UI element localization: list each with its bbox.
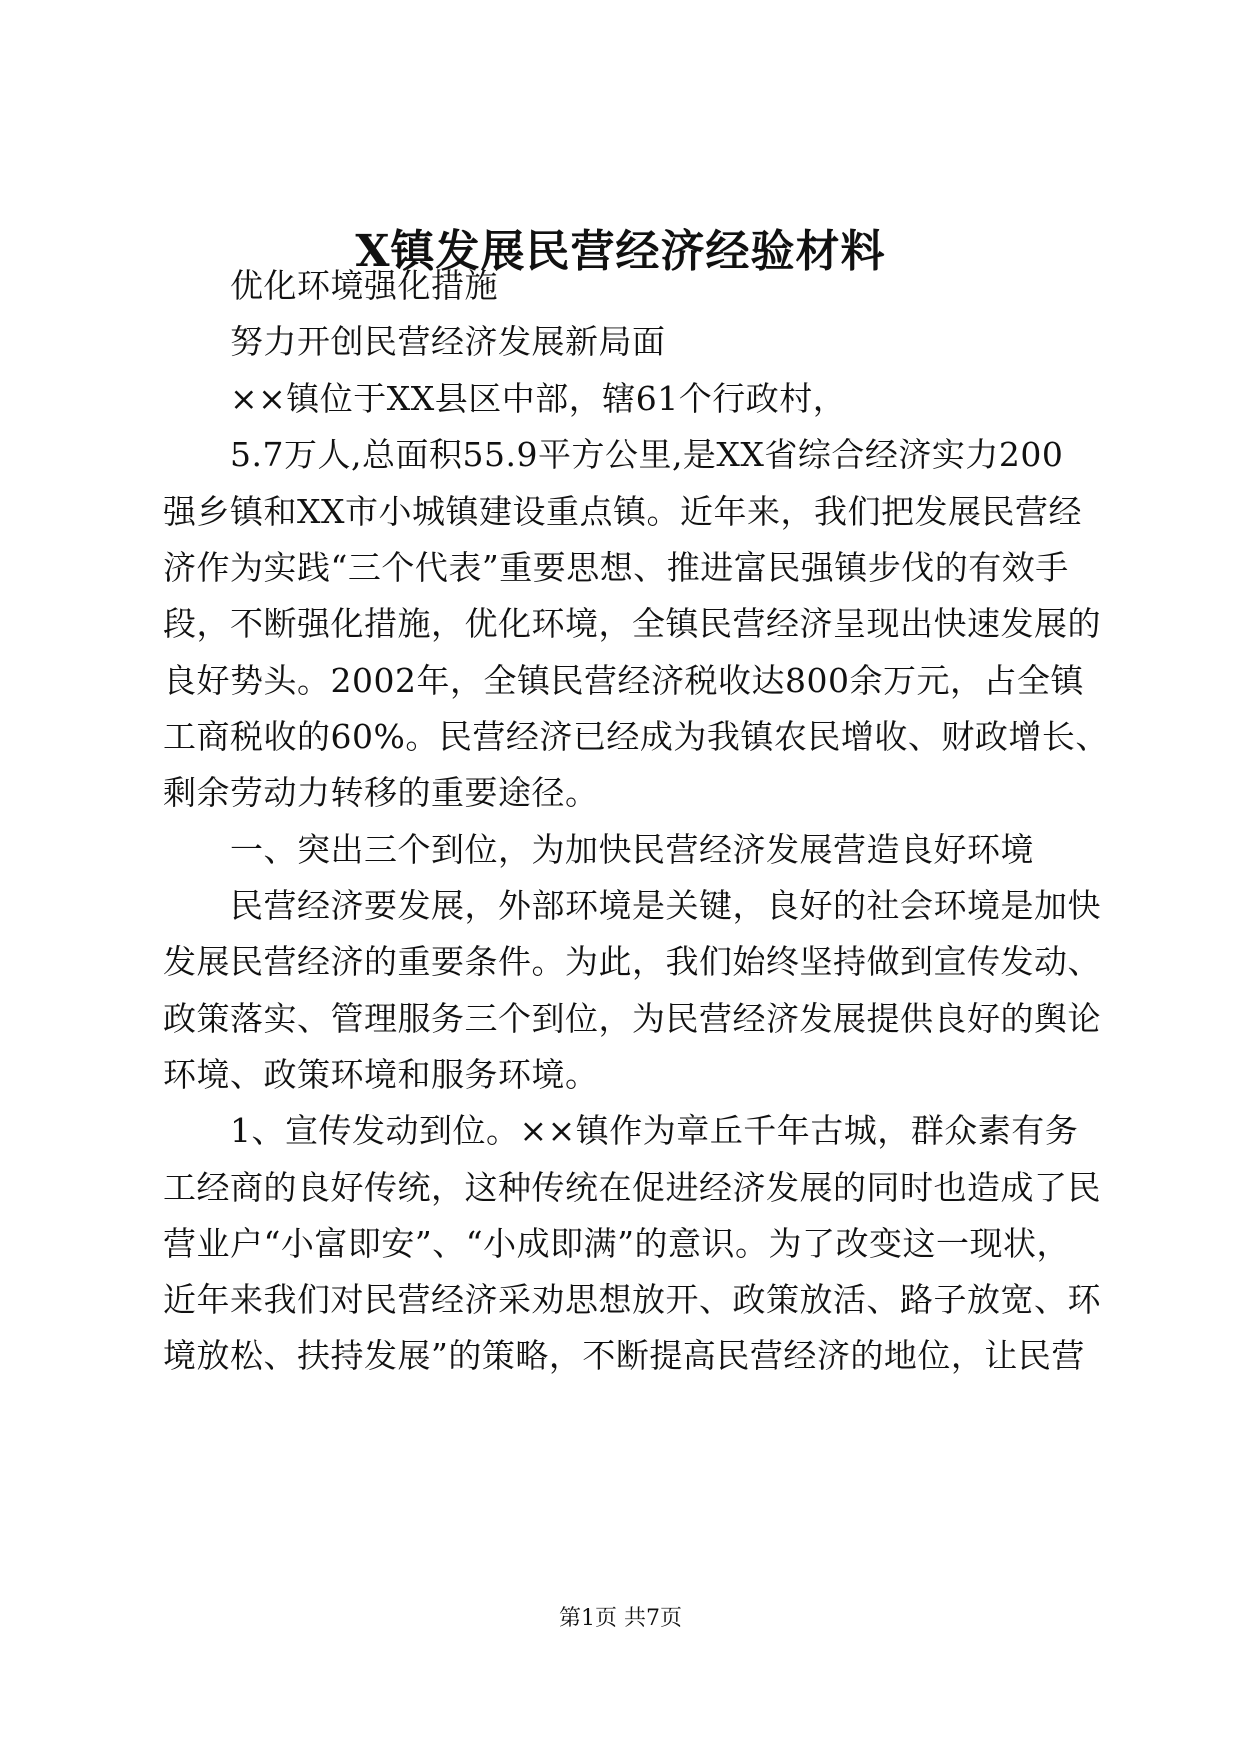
paragraph-line: 段，不断强化措施，优化环境，全镇民营经济呈现出快速发展的 (163, 604, 1101, 643)
paragraph-line: 济作为实践“三个代表”重要思想、推进富民强镇步伐的有效手 (163, 548, 1069, 587)
subtitle-line-2: 努力开创民营经济发展新局面 (230, 322, 666, 361)
paragraph-line: 1、宣传发动到位。××镇作为章丘千年古城，群众素有务 (230, 1111, 1079, 1150)
subtitle-line-1: 优化环境强化措施 (230, 266, 498, 305)
paragraph-line: 近年来我们对民营经济采劝思想放开、政策放活、路子放宽、环 (163, 1280, 1101, 1319)
paragraph-line: 营业户“小富即安”、“小成即满”的意识。为了改变这一现状， (163, 1224, 1070, 1263)
paragraph-line: ××镇位于XX县区中部，辖61个行政村， (230, 379, 847, 418)
paragraph-line: 发展民营经济的重要条件。为此，我们始终坚持做到宣传发动、 (163, 942, 1101, 981)
paragraph-line: 民营经济要发展，外部环境是关键，良好的社会环境是加快 (230, 886, 1101, 925)
document-title: X镇发展民营经济经验材料 (355, 226, 886, 277)
paragraph-line: 良好势头。2002年，全镇民营经济税收达800余万元，占全镇 (163, 661, 1084, 700)
paragraph-line: 工商税收的60%。民营经济已经成为我镇农民增收、财政增长、 (163, 717, 1109, 756)
paragraph-line: 5.7万人,总面积55.9平方公里,是XX省综合经济实力200 (230, 435, 1064, 474)
paragraph-line: 环境、政策环境和服务环境。 (163, 1055, 599, 1094)
paragraph-line: 剩余劳动力转移的重要途径。 (163, 773, 599, 812)
paragraph-line: 境放松、扶持发展”的策略，不断提高民营经济的地位，让民营 (163, 1336, 1085, 1375)
paragraph-line: 强乡镇和XX市小城镇建设重点镇。近年来，我们把发展民营经 (163, 492, 1082, 531)
paragraph-line: 政策落实、管理服务三个到位，为民营经济发展提供良好的舆论 (163, 999, 1101, 1038)
paragraph-line: 工经商的良好传统，这种传统在促进经济发展的同时也造成了民 (163, 1168, 1101, 1207)
page-number-footer: 第1页 共7页 (559, 1606, 682, 1631)
section-heading: 一、突出三个到位，为加快民营经济发展营造良好环境 (230, 830, 1034, 869)
